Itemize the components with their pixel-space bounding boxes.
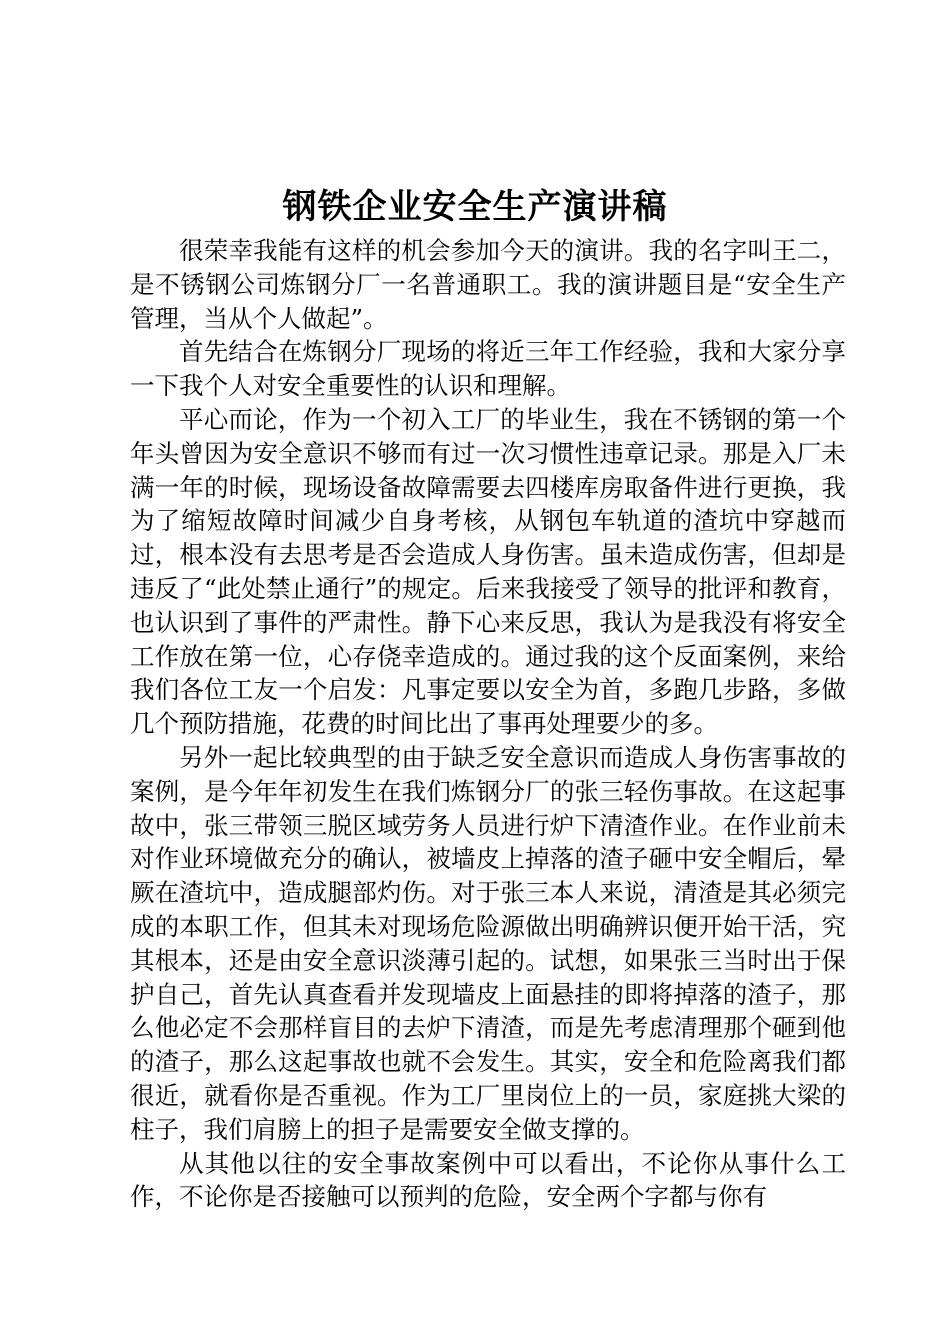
paragraph: 另外一起比较典型的由于缺乏安全意识而造成人身伤害事故的案例，是今年年初发生在我们炼钢分厂的张三轻伤事故。在这起事故中，张三带领三脱区域劳务人员进行炉下清渣作业。在作业前未对作业环境做充分的确认，被墙皮上掉落的渣子砸中安全帽后，晕厥在渣坑中，造成腿部灼伤。对于张三本人来说，清渣是其必须完成的本职工作，但其未对现场危险源做出明确辨识便开始干活，究其根本，还是由安全意识淡薄引起的。试想，如果张三当时出于保护自己，首先认真查看并发现墙皮上面悬挂的即将掉落的渣子，那么他必定不会那样盲目的去炉下清渣，而是先考虑清理那个砸到他的渣子，那么这起事故也就不会发生。其实，安全和危险离我们都很近，就看你是否重视。作为工厂里岗位上的一员，家庭挑大梁的柱子，我们肩膀上的担子是需要安全做支撑的。 <box>130 742 846 1144</box>
document-title: 钢铁企业安全生产演讲稿 <box>282 187 668 227</box>
document-body <box>130 234 846 1214</box>
paragraph: 首先结合在炼钢分厂现场的将近三年工作经验，我和大家分享一下我个人对安全重要性的认识和理解。 <box>130 337 846 401</box>
paragraph: 从其他以往的安全事故案例中可以看出，不论你从事什么工作，不论你是否接触可以预判的危险，安全两个字都与你有 <box>130 1148 846 1212</box>
paragraph: 很荣幸我能有这样的机会参加今天的演讲。我的名字叫王二，是不锈钢公司炼钢分厂一名普通职工。我的演讲题目是“安全生产管理，当从个人做起”。 <box>130 236 846 333</box>
paragraph: 平心而论，作为一个初入工厂的毕业生，我在不锈钢的第一个年头曾因为安全意识不够而有过一次习惯性违章记录。那是入厂未满一年的时候，现场设备故障需要去四楼库房取备件进行更换，我为了缩短故障时间减少自身考核，从钢包车轨道的渣坑中穿越而过，根本没有去思考是否会造成人身伤害。虽未造成伤害，但却是违反了“此处禁止通行”的规定。后来我接受了领导的批评和教育，也认识到了事件的严肃性。静下心来反思，我认为是我没有将安全工作放在第一位，心存侥幸造成的。通过我的这个反面案例，来给我们各位工友一个启发：凡事定要以安全为首，多跑几步路，多做几个预防措施，花费的时间比出了事再处理要少的多。 <box>130 404 846 739</box>
